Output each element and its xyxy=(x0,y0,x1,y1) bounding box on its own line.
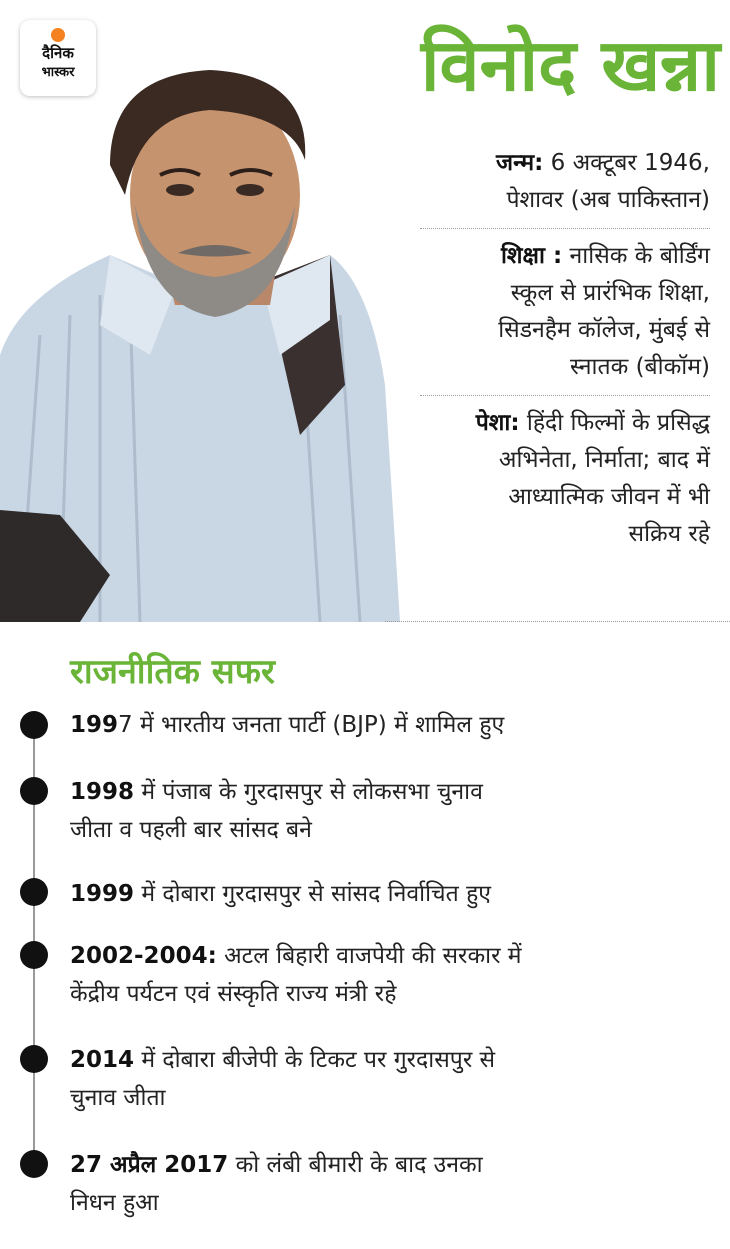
timeline-text: निधन हुआ xyxy=(70,1190,159,1216)
timeline-year: 199 xyxy=(70,712,119,738)
logo-line-2: भास्कर xyxy=(41,65,75,80)
timeline-text: अटल बिहारी वाजपेयी की सरकार में xyxy=(216,943,522,969)
timeline-item xyxy=(70,706,670,744)
section-title: राजनीतिक सफर xyxy=(70,652,275,692)
birth-line-2: पेशावर (अब पाकिस्तान) xyxy=(506,187,710,213)
timeline-text: में दोबारा गुरदासपुर से सांसद निर्वाचित हुए xyxy=(134,881,492,907)
profession-line-4: सक्रिय रहे xyxy=(628,521,710,547)
portrait-photo xyxy=(0,55,400,622)
timeline-item xyxy=(70,875,670,913)
timeline-year: 1999 xyxy=(70,881,135,907)
education-line-1: नासिक के बोर्डिंग xyxy=(569,243,710,269)
timeline-item xyxy=(70,1146,670,1222)
birth-info xyxy=(380,145,710,219)
profession-label: पेशा: xyxy=(475,410,520,436)
education-line-2: स्कूल से प्रारंभिक शिक्षा, xyxy=(510,280,710,306)
birth-label: जन्म: xyxy=(496,150,544,176)
divider xyxy=(420,395,710,396)
timeline-dot xyxy=(20,777,48,805)
timeline-text: को लंबी बीमारी के बाद उनका xyxy=(228,1152,483,1178)
education-line-4: स्नातक (बीकॉम) xyxy=(569,354,710,380)
divider xyxy=(420,228,710,229)
timeline-item xyxy=(70,1041,670,1117)
timeline-item xyxy=(70,937,670,1013)
timeline-text: चुनाव जीता xyxy=(70,1085,166,1111)
timeline-year: 2002-2004: xyxy=(70,943,217,969)
education-info xyxy=(380,238,710,386)
timeline-year: 2014 xyxy=(70,1047,135,1073)
bio-panel xyxy=(380,145,710,553)
timeline-dot xyxy=(20,878,48,906)
logo-line-1: दैनिक xyxy=(42,44,74,62)
birth-line-1: 6 अक्टूबर 1946, xyxy=(550,150,710,176)
timeline-text: 7 में भारतीय जनता पार्टी (BJP) में शामिल हुए xyxy=(118,712,505,738)
timeline-year: 1998 xyxy=(70,779,135,805)
timeline-dot xyxy=(20,1150,48,1178)
logo-sun-icon xyxy=(51,28,65,42)
profession-line-3: आध्यात्मिक जीवन में भी xyxy=(508,484,710,510)
timeline-dot xyxy=(20,711,48,739)
profession-line-2: अभिनेता, निर्माता; बाद में xyxy=(498,447,710,473)
timeline-text: जीता व पहली बार सांसद बने xyxy=(70,817,312,843)
section-divider xyxy=(385,621,730,622)
timeline-dot xyxy=(20,941,48,969)
timeline-item xyxy=(70,773,670,849)
profession-line-1: हिंदी फिल्मों के प्रसिद्ध xyxy=(526,410,710,436)
timeline-text: में पंजाब के गुरदासपुर से लोकसभा चुनाव xyxy=(134,779,483,805)
page-title: विनोद खन्ना xyxy=(420,23,720,107)
timeline-year: 27 अप्रैल 2017 xyxy=(70,1152,229,1178)
education-label: शिक्षा : xyxy=(500,243,563,269)
timeline-text: केंद्रीय पर्यटन एवं संस्कृति राज्य मंत्री रहे xyxy=(70,981,397,1007)
timeline-text: में दोबारा बीजेपी के टिकट पर गुरदासपुर से xyxy=(134,1047,496,1073)
profession-info xyxy=(380,405,710,553)
timeline-dot xyxy=(20,1045,48,1073)
education-line-3: सिडनहैम कॉलेज, मुंबई से xyxy=(498,317,710,343)
